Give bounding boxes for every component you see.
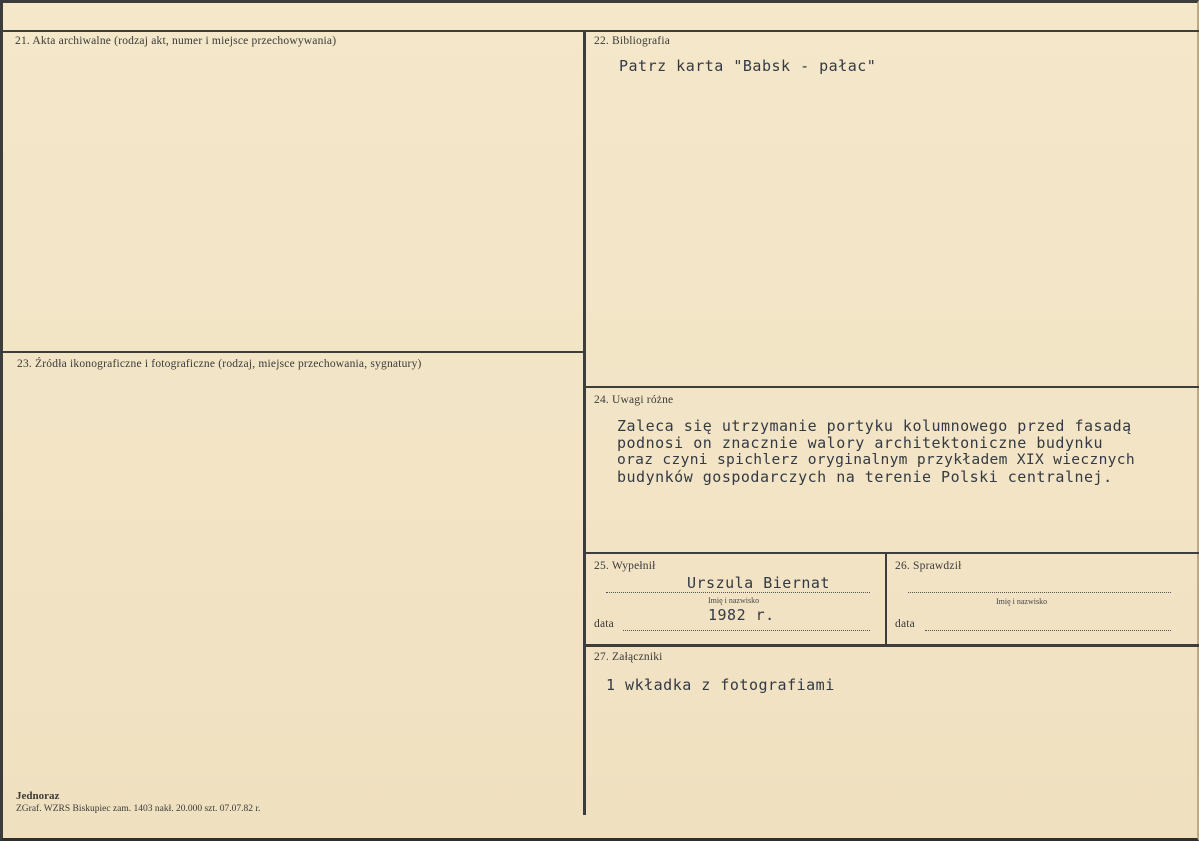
field-22-value: Patrz karta "Babsk - pałac" [619, 57, 877, 75]
field-26-name-line [908, 592, 1171, 593]
field-21-label: 21. Akta archiwalne (rodzaj akt, numer i miejsce przechowywania) [15, 35, 337, 47]
field-25-name-caption: Imię i nazwisko [708, 596, 760, 605]
field-26-date-label: data [895, 618, 915, 630]
field-25-date-label: data [594, 618, 614, 630]
field-25-name-line [606, 592, 870, 593]
field-24-line: budynków gospodarczych na terenie Polski centralnej. [617, 468, 1113, 486]
field-26-date-line [925, 630, 1171, 631]
divider-25-26 [885, 553, 887, 645]
footer-title: Jednoraz [16, 790, 60, 802]
field-24-line: Zaleca się utrzymanie portyku kolumnowego przed fasadą [617, 417, 1132, 435]
divider-21-23 [3, 351, 585, 353]
field-27-value: 1 wkładka z fotografiami [606, 676, 835, 694]
field-25-date: 1982 r. [708, 606, 775, 624]
divider-25-27 [585, 644, 1199, 647]
row-divider-top [3, 30, 1199, 32]
field-25-label: 25. Wypełnił [594, 560, 656, 572]
field-27-label: 27. Załączniki [594, 651, 663, 663]
footer-print-info: ZGraf. WZRS Biskupiec zam. 1403 nakł. 20.000 szt. 07.07.82 r. [16, 804, 261, 814]
field-26-label: 26. Sprawdził [895, 560, 962, 572]
field-24-line: podnosi on znacznie walory architektoniczne budynku [617, 434, 1104, 452]
field-26-name-caption: Imię i nazwisko [996, 597, 1048, 606]
field-25-name: Urszula Biernat [687, 574, 830, 592]
field-24-line: oraz czyni spichlerz oryginalnym przykładem XIX wiecznych [617, 451, 1135, 468]
vertical-divider [583, 30, 586, 815]
field-25-date-line [623, 630, 870, 631]
field-22-label: 22. Bibliografia [594, 35, 671, 47]
divider-22-24 [585, 386, 1199, 388]
field-24-label: 24. Uwagi różne [594, 394, 674, 406]
field-23-label: 23. Źródła ikonograficzne i fotograficzne (rodzaj, miejsce przechowania, sygnatury) [17, 358, 422, 370]
divider-24-25 [585, 552, 1199, 554]
